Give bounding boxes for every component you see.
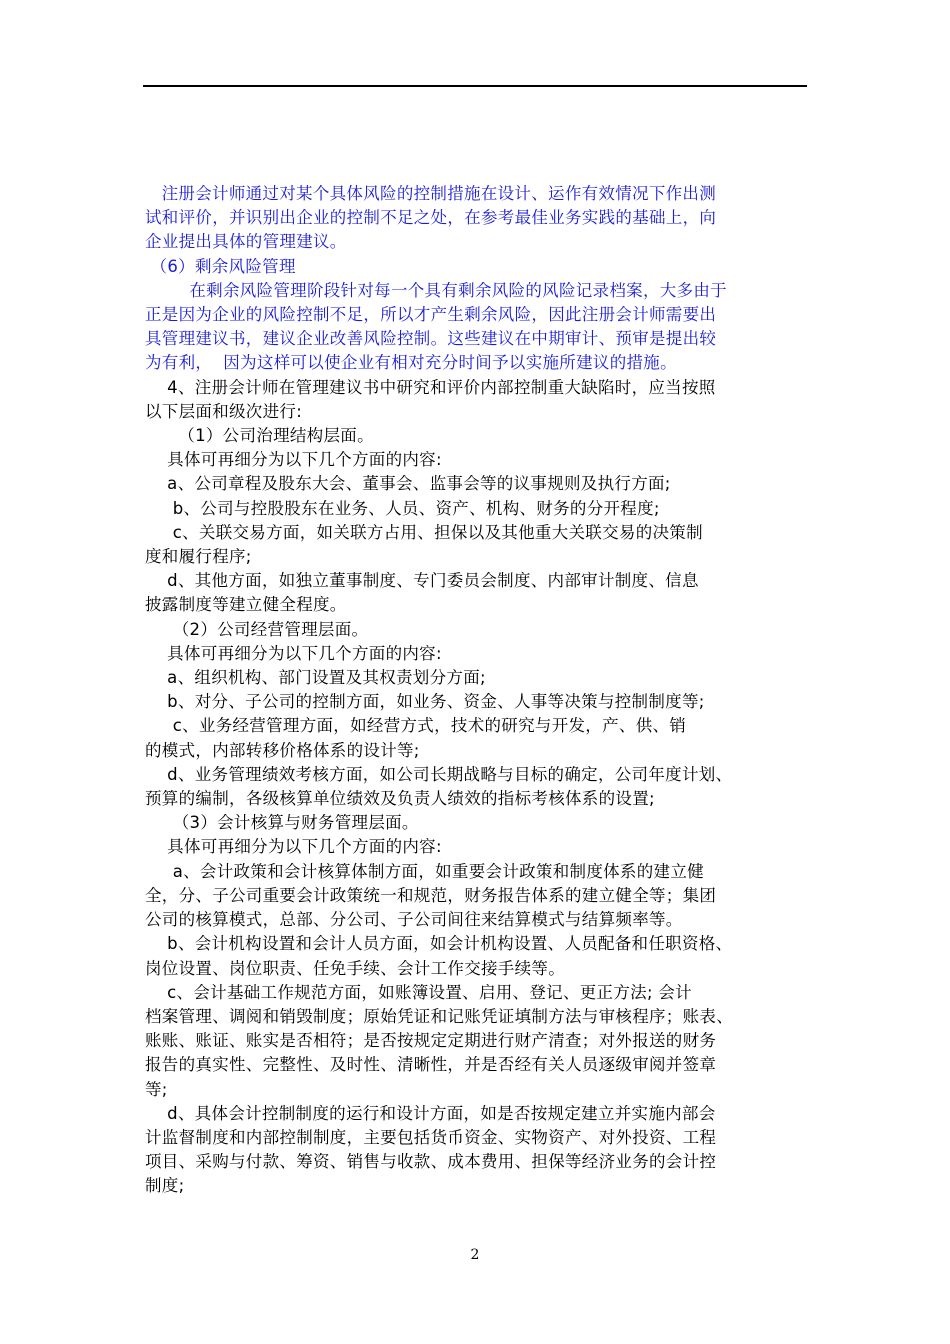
- text-line: a、组织机构、部门设置及其权责划分方面;: [145, 668, 486, 688]
- text-line: a、会计政策和会计核算体制方面，如重要会计政策和制度体系的建立健: [145, 861, 704, 881]
- section-heading: （2）公司经营管理层面。: [145, 619, 369, 639]
- section-heading: （3）会计核算与财务管理层面。: [145, 813, 419, 833]
- text-line: 为有利， 因为这样可以使企业有相对充分时间予以实施所建议的措施。: [145, 353, 677, 373]
- text-line: 岗位设置、岗位职责、任免手续、会计工作交接手续等。: [145, 958, 565, 978]
- text-line: 账账、账证、账实是否相符；是否按规定定期进行财产清查；对外报送的财务: [145, 1031, 717, 1051]
- text-line: d、其他方面，如独立董事制度、专门委员会制度、内部审计制度、信息: [145, 571, 699, 591]
- text-line: b、对分、子公司的控制方面，如业务、资金、人事等决策与控制制度等;: [145, 692, 705, 712]
- text-line: 正是因为企业的风险控制不足，所以才产生剩余风险，因此注册会计师需要出: [145, 305, 717, 325]
- text-line: d、业务管理绩效考核方面，如公司长期战略与目标的确定，公司年度计划、: [145, 764, 733, 784]
- text-line: 等;: [145, 1079, 168, 1099]
- document-body: [145, 182, 813, 1199]
- text-line: 披露制度等建立健全程度。: [145, 595, 347, 615]
- text-line: a、公司章程及股东大会、董事会、监事会等的议事规则及执行方面;: [145, 474, 671, 494]
- text-line: 档案管理、调阅和销毁制度；原始凭证和记账凭证填制方法与审核程序；账表、: [145, 1006, 733, 1026]
- text-line: 具体可再细分为以下几个方面的内容:: [145, 837, 442, 857]
- text-line: d、具体会计控制制度的运行和设计方面，如是否按规定建立并实施内部会: [145, 1103, 716, 1123]
- text-line: 的模式，内部转移价格体系的设计等;: [145, 740, 420, 760]
- text-line: 计监督制度和内部控制制度，主要包括货币资金、实物资产、对外投资、工程: [145, 1127, 717, 1147]
- text-line: 具体可再细分为以下几个方面的内容:: [145, 643, 442, 663]
- text-line: 在剩余风险管理阶段针对每一个具有剩余风险的风险记录档案，大多由于: [145, 280, 727, 300]
- text-line: c、会计基础工作规范方面，如账簿设置、启用、登记、更正方法; 会计: [145, 982, 692, 1002]
- text-line: 4、注册会计师在管理建议书中研究和评价内部控制重大缺陷时，应当按照: [145, 377, 716, 397]
- text-line: 试和评价，并识别出企业的控制不足之处，在参考最佳业务实践的基础上，向: [145, 208, 717, 228]
- text-line: 具管理建议书，建议企业改善风险控制。这些建议在中期审计、预审是提出较: [145, 329, 717, 349]
- text-line: 报告的真实性、完整性、及时性、清晰性，并是否经有关人员逐级审阅并签章: [145, 1055, 717, 1075]
- text-line: 制度;: [145, 1176, 185, 1196]
- text-line: 全，分、子公司重要会计政策统一和规范，财务报告体系的建立健全等；集团: [145, 885, 717, 905]
- section-heading: （6）剩余风险管理: [145, 256, 296, 276]
- text-line: b、会计机构设置和会计人员方面，如会计机构设置、人员配备和任职资格、: [145, 934, 733, 954]
- text-line: 预算的编制，各级核算单位绩效及负责人绩效的指标考核体系的设置;: [145, 789, 655, 809]
- text-line: 注册会计师通过对某个具体风险的控制措施在设计、运作有效情况下作出测: [145, 184, 717, 203]
- text-line: c、关联交易方面，如关联方占用、担保以及其他重大关联交易的决策制: [145, 522, 703, 542]
- text-line: 具体可再细分为以下几个方面的内容:: [145, 450, 442, 470]
- text-line: 以下层面和级次进行:: [145, 401, 303, 421]
- text-line: b、公司与控股股东在业务、人员、资产、机构、财务的分开程度;: [145, 498, 660, 518]
- text-line: 度和履行程序;: [145, 547, 252, 567]
- header-rule: [143, 85, 807, 87]
- text-line: 企业提出具体的管理建议。: [145, 232, 347, 252]
- text-line: 项目、采购与付款、筹资、销售与收款、成本费用、担保等经济业务的会计控: [145, 1152, 717, 1172]
- section-heading: （1）公司治理结构层面。: [145, 426, 374, 446]
- text-line: 公司的核算模式，总部、分公司、子公司间往来结算模式与结算频率等。: [145, 910, 683, 930]
- text-line: c、业务经营管理方面，如经营方式，技术的研究与开发，产、供、销: [145, 716, 687, 736]
- page-number: 2: [470, 1247, 480, 1263]
